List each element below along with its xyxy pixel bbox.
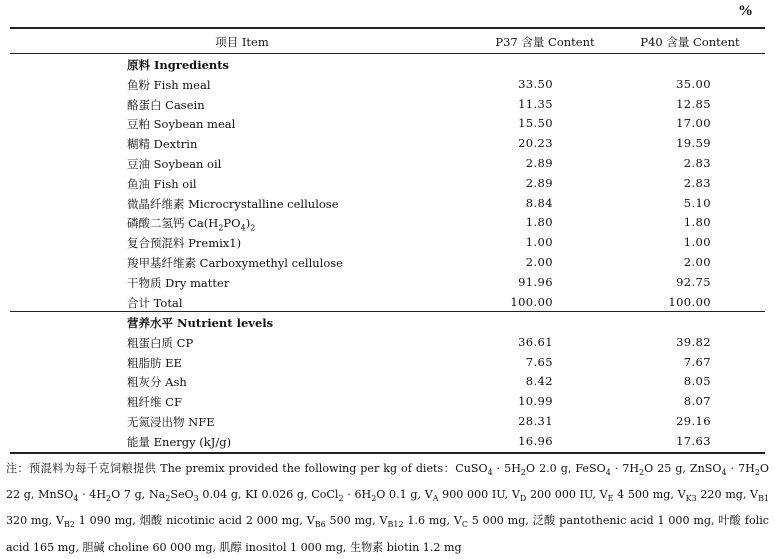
p40-value: 92.75 (676, 274, 711, 289)
p37-value: 7.65 (525, 354, 553, 369)
p37-value: 91.96 (518, 274, 553, 289)
table-row (10, 212, 765, 232)
row-label: 鱼粉 Fish meal (127, 77, 211, 92)
row-label: 粗脂肪 EE (127, 355, 182, 370)
row-label: 粗纤维 CF (127, 395, 182, 410)
table-row (10, 431, 765, 451)
row-label: 酪蛋白 Casein (127, 97, 205, 112)
p40-value: 12.85 (676, 96, 711, 111)
table-row (10, 173, 765, 193)
p37-value: 20.23 (518, 136, 553, 151)
p40-value: 17.63 (676, 433, 711, 448)
table-row (10, 153, 765, 173)
nutrients-section (10, 312, 765, 451)
p37-value: 2.89 (525, 175, 553, 190)
table-row (10, 94, 765, 114)
p40-value: 7.67 (683, 354, 711, 369)
table-row (10, 352, 765, 372)
table-row (10, 411, 765, 431)
table-row (10, 193, 765, 213)
row-label: 豆粕 Soybean meal (127, 117, 236, 132)
p40-value: 2.83 (683, 175, 711, 190)
row-label: 豆油 Soybean oil (127, 156, 222, 171)
row-label: 干物质 Dry matter (127, 275, 230, 290)
row-label: 鱼油 Fish oil (127, 176, 197, 191)
p40-value: 8.07 (683, 394, 711, 409)
table-bottom-rule (10, 452, 765, 454)
table-row (10, 272, 765, 292)
p40-value: 1.80 (683, 215, 711, 230)
p40-value: 8.05 (683, 374, 711, 389)
p40-value: 39.82 (676, 334, 711, 349)
row-label: 复合预混料 Premix1) (127, 236, 242, 251)
p40-value: 17.00 (676, 116, 711, 131)
ingredients-section (10, 54, 765, 311)
p37-value: 2.89 (525, 155, 553, 170)
header-item: 项目 Item (215, 35, 269, 49)
row-label: 微晶纤维素 Microcrystalline cellulose (127, 196, 339, 211)
p40-value: 19.59 (676, 136, 711, 151)
row-label: 粗灰分 Ash (127, 375, 187, 390)
section-title-row (10, 54, 765, 74)
p37-value: 16.96 (518, 433, 553, 448)
header-p37: P37 含量 Content (495, 35, 595, 49)
table-row (10, 252, 765, 272)
row-label: 磷酸二氢钙 $Ca(H_2PO_4)_2$ (127, 216, 256, 233)
p40-value: 100.00 (668, 294, 711, 309)
row-label: 合计 Total (127, 295, 183, 310)
p37-value: 8.42 (525, 374, 553, 389)
p40-value: 2.00 (683, 254, 711, 269)
table-footnote: 注：预混料为每千克饲粮提供 The premix provided the following per kg of diets：CuSO$_4$ · $5H_2O$ 2.0 g, FeSO$_4$ · $7H_2O$ 25 g, ZnSO$_4$ · $7H_2O$ 22 g, MnSO$_4$ · $4H_2O$ 7 g, $Na_2SeO_3$ 0.04 g, KI 0.026 g, CoCl$_2$ · $6H_2O$ 0.1 g, $V_A$ 900 000 IU, $V_D$ 200 000 IU, $V_E$ 4 500 mg, $V_{K3}$ 220 mg, $V_{B1}$ 320 mg, $V_{B2}$ 1 090 mg, 烟酸 nicotinic acid 2 000 mg, $V_{B6}$ 500 mg, $V_{B12}$ 1.6 mg, $V_C$ 5 000 mg, 泛酸 pantothenic acid 1 000 mg, 叶酸 folic acid 165 mg, 胆碱 choline 60 000 mg, 肌醇 inositol 1 000 mg, 生物素 biotin 1.2 mg (6, 462, 770, 554)
row-label: 粗蛋白质 CP (127, 335, 194, 350)
p37-value: 11.35 (518, 96, 553, 111)
table-row (10, 232, 765, 252)
table-row (10, 292, 765, 312)
unit-label: % (738, 3, 753, 19)
table-row (10, 133, 765, 153)
p40-value: 2.83 (683, 155, 711, 170)
row-label: 糊精 Dextrin (127, 137, 198, 152)
section-title-row (10, 312, 765, 332)
table-row (10, 74, 765, 94)
table-row (10, 113, 765, 133)
table-row (10, 391, 765, 411)
table-header (10, 28, 765, 53)
p37-value: 33.50 (518, 76, 553, 91)
row-label: 无氮浸出物 NFE (127, 414, 215, 429)
table-row (10, 371, 765, 391)
table-row (10, 332, 765, 352)
p37-value: 8.84 (525, 195, 553, 210)
p40-value: 29.16 (676, 413, 711, 428)
header-p40: P40 含量 Content (640, 35, 740, 49)
nutrients-title: 营养水平 Nutrient levels (127, 316, 274, 330)
p37-value: 28.31 (518, 413, 553, 428)
p37-value: 36.61 (518, 334, 553, 349)
p37-value: 1.80 (525, 215, 553, 230)
p40-value: 5.10 (683, 195, 711, 210)
row-label: 羧甲基纤维素 Carboxymethyl cellulose (127, 255, 343, 270)
p37-value: 10.99 (518, 394, 553, 409)
row-label: 能量 Energy (kJ/g) (127, 434, 232, 449)
p40-value: 1.00 (683, 235, 711, 250)
ingredients-title: 原料 Ingredients (127, 58, 230, 72)
p37-value: 1.00 (525, 235, 553, 250)
p37-value: 15.50 (518, 116, 553, 131)
p37-value: 2.00 (525, 254, 553, 269)
p37-value: 100.00 (510, 294, 553, 309)
p40-value: 35.00 (676, 76, 711, 91)
